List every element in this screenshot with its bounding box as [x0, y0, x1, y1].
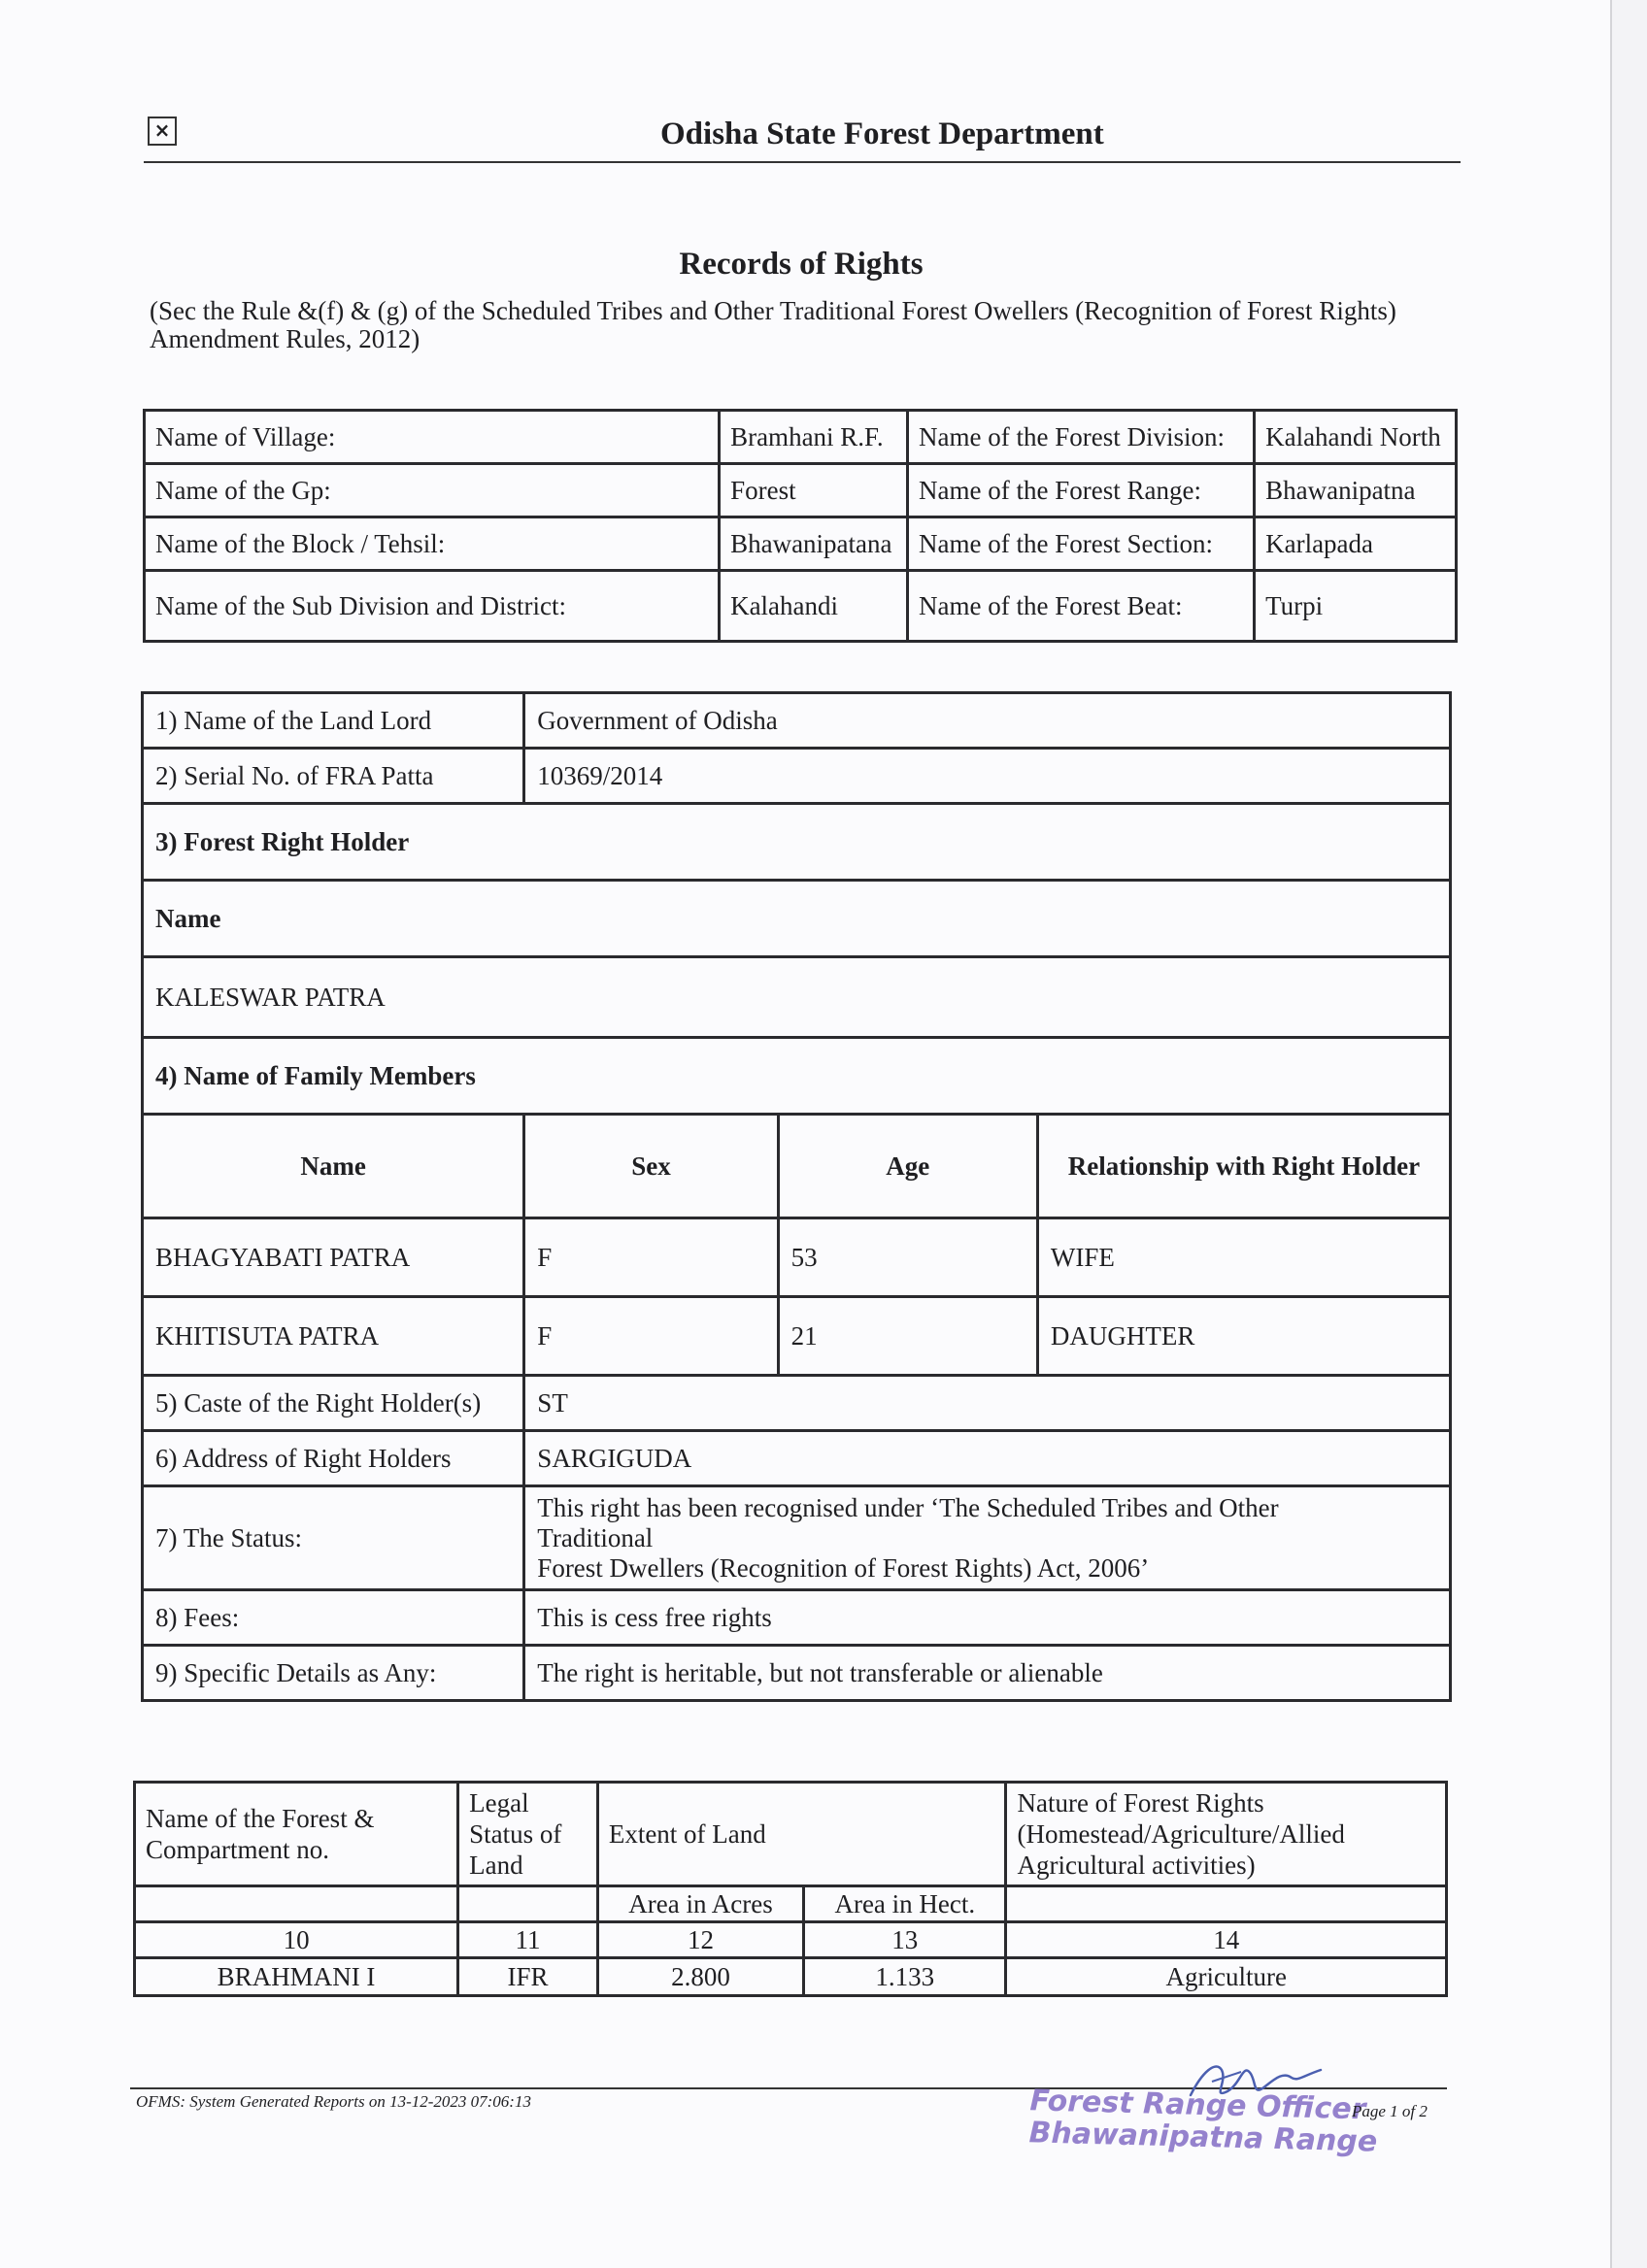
serial-value: 10369/2014 [524, 749, 1451, 804]
department-title: Odisha State Forest Department [660, 117, 1104, 151]
land-data-row [135, 1958, 1447, 1996]
officer-stamp [1028, 2085, 1378, 2157]
family-member-row [143, 1297, 1451, 1376]
sub-division-label: Name of the Sub Division and District: [145, 571, 720, 642]
family-member-name: KHITISUTA PATRA [143, 1297, 524, 1376]
family-member-name: BHAGYABATI PATRA [143, 1218, 524, 1297]
forest-section-value: Karlapada [1255, 517, 1457, 571]
broken-image-icon: × [148, 117, 177, 146]
record-row [143, 1646, 1451, 1701]
name-heading: Name [143, 881, 1451, 957]
gp-label: Name of the Gp: [145, 464, 720, 517]
family-member-age: 53 [778, 1218, 1037, 1297]
details-value: The right is heritable, but not transferable or alienable [524, 1646, 1451, 1701]
family-col-name: Name [143, 1115, 524, 1218]
forest-value: BRAHMANI I [135, 1958, 458, 1996]
landlord-label: 1) Name of the Land Lord [143, 693, 524, 749]
stamp-line: Bhawanipatna Range [1028, 2116, 1378, 2159]
land-table [133, 1781, 1448, 1997]
blank-cell [1006, 1886, 1447, 1922]
column-number: 10 [135, 1922, 458, 1958]
family-member-sex: F [524, 1218, 778, 1297]
generated-timestamp: OFMS: System Generated Reports on 13-12-2023 07:06:13 [136, 2092, 531, 2111]
location-row [145, 411, 1457, 464]
record-row [143, 1038, 1451, 1115]
location-row [145, 464, 1457, 517]
family-member-row [143, 1218, 1451, 1297]
record-row [143, 1486, 1451, 1590]
family-col-sex: Sex [524, 1115, 778, 1218]
stamp-line: Forest Range Officer [1029, 2084, 1366, 2127]
page-title: Records of Rights [679, 247, 924, 282]
village-label: Name of Village: [145, 411, 720, 464]
header-divider [144, 161, 1461, 163]
record-row [143, 881, 1451, 957]
page-number: Page 1 of 2 [1352, 2102, 1428, 2120]
address-value: SARGIGUDA [524, 1431, 1451, 1486]
serial-label: 2) Serial No. of FRA Patta [143, 749, 524, 804]
record-row [143, 1431, 1451, 1486]
family-member-sex: F [524, 1297, 778, 1376]
status-line: Forest Dwellers (Recognition of Forest Rights) Act, 2006’ [537, 1552, 1150, 1583]
forest-division-label: Name of the Forest Division: [908, 411, 1255, 464]
holder-name: KALESWAR PATRA [143, 957, 1451, 1038]
nature-header: Nature of Forest Rights (Homestead/Agriculture/Allied Agricultural activities) [1006, 1783, 1447, 1886]
status-value [524, 1486, 1451, 1590]
column-number: 12 [597, 1922, 803, 1958]
status-line: Traditional [537, 1522, 654, 1552]
land-header-row [135, 1783, 1447, 1886]
area-hect-header: Area in Hect. [804, 1886, 1006, 1922]
area-acres-header: Area in Acres [597, 1886, 803, 1922]
family-header-row [143, 1115, 1451, 1218]
column-number: 14 [1006, 1922, 1447, 1958]
land-subheader-row [135, 1886, 1447, 1922]
record-row [143, 1590, 1451, 1646]
location-row [145, 571, 1457, 642]
family-member-age: 21 [778, 1297, 1037, 1376]
forest-range-value: Bhawanipatna [1255, 464, 1457, 517]
column-number: 13 [804, 1922, 1006, 1958]
record-row [143, 804, 1451, 881]
forest-section-label: Name of the Forest Section: [908, 517, 1255, 571]
nature-value: Agriculture [1006, 1958, 1447, 1996]
location-table [143, 409, 1458, 643]
sub-division-value: Kalahandi [720, 571, 908, 642]
location-row [145, 517, 1457, 571]
holder-heading: 3) Forest Right Holder [143, 804, 1451, 881]
area-hect-value: 1.133 [804, 1958, 1006, 1996]
forest-compartment-header: Name of the Forest & Compartment no. [135, 1783, 458, 1886]
landlord-value: Government of Odisha [524, 693, 1451, 749]
block-label: Name of the Block / Tehsil: [145, 517, 720, 571]
status-label: 7) The Status: [143, 1486, 524, 1590]
block-value: Bhawanipatana [720, 517, 908, 571]
village-value: Bramhani R.F. [720, 411, 908, 464]
blank-cell [458, 1886, 598, 1922]
area-acres-value: 2.800 [597, 1958, 803, 1996]
column-number: 11 [458, 1922, 598, 1958]
forest-division-value: Kalahandi North [1255, 411, 1457, 464]
address-label: 6) Address of Right Holders [143, 1431, 524, 1486]
record-row [143, 749, 1451, 804]
legal-status-value: IFR [458, 1958, 598, 1996]
land-number-row [135, 1922, 1447, 1958]
family-col-relationship: Relationship with Right Holder [1037, 1115, 1450, 1218]
fees-value: This is cess free rights [524, 1590, 1451, 1646]
caste-value: ST [524, 1376, 1451, 1431]
record-row [143, 693, 1451, 749]
family-member-relationship: WIFE [1037, 1218, 1450, 1297]
page-subtitle: (Sec the Rule &(f) & (g) of the Scheduled Tribes and Other Traditional Forest Owellers (Recognition of Forest Rights) Amendment Rules, 2012) [150, 296, 1396, 353]
record-row [143, 1376, 1451, 1431]
details-label: 9) Specific Details as Any: [143, 1646, 524, 1701]
caste-label: 5) Caste of the Right Holder(s) [143, 1376, 524, 1431]
family-col-age: Age [778, 1115, 1037, 1218]
blank-cell [135, 1886, 458, 1922]
forest-beat-label: Name of the Forest Beat: [908, 571, 1255, 642]
forest-beat-value: Turpi [1255, 571, 1457, 642]
legal-status-header: Legal Status of Land [458, 1783, 598, 1886]
fees-label: 8) Fees: [143, 1590, 524, 1646]
gp-value: Forest [720, 464, 908, 517]
family-heading: 4) Name of Family Members [143, 1038, 1451, 1115]
status-line: This right has been recognised under ‘The Scheduled Tribes and Other [537, 1492, 1279, 1522]
record-table [141, 691, 1452, 1702]
forest-range-label: Name of the Forest Range: [908, 464, 1255, 517]
record-row [143, 957, 1451, 1038]
family-member-relationship: DAUGHTER [1037, 1297, 1450, 1376]
extent-header: Extent of Land [597, 1783, 1006, 1886]
